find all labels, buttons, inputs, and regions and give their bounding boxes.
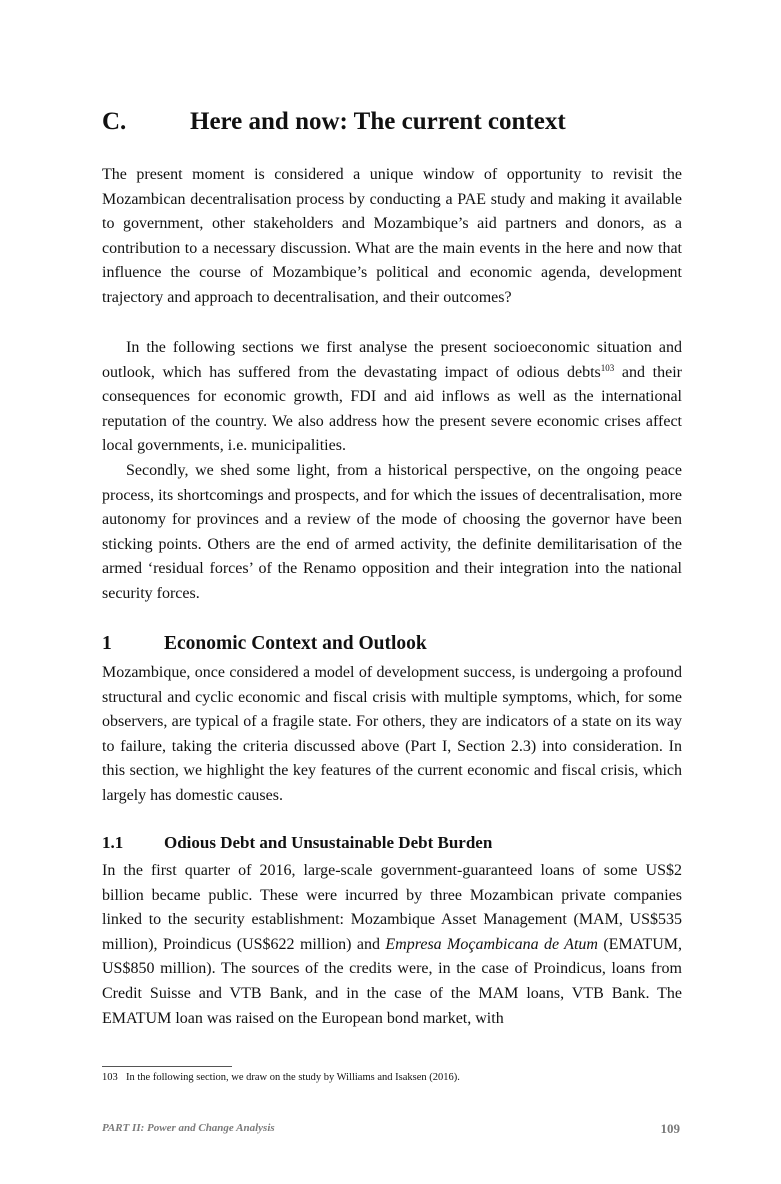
subsection-number: 1 xyxy=(102,633,112,654)
company-name-italic: Empresa Moçambicana de Atum xyxy=(385,935,598,953)
footnote-reference-103[interactable]: 103 xyxy=(600,362,615,373)
running-footer-title: PART II: Power and Change Analysis xyxy=(102,1122,275,1134)
subsection-title: Odious Debt and Unsustainable Debt Burden xyxy=(164,833,493,852)
paragraph-socioeconomic xyxy=(102,336,682,459)
footnote-divider xyxy=(102,1066,232,1067)
paragraph-odious-debt-text-a: In the first quarter of 2016, large-scale government-guaranteed loans of some US$2 billion became public. These were incurred by three Mozambican private companies linked to the security establishment: Mozambique Asset Management (MAM, US$535 million), Proindicus (US$622 million) and xyxy=(102,862,682,953)
section-number: C. xyxy=(102,108,127,135)
section-heading xyxy=(102,108,682,136)
paragraph-peace-process: Secondly, we shed some light, from a historical perspective, on the ongoing peace process, its shortcomings and prospects, and for which the issues of decentralisation, more autonomy for provinces and a review of the mode of choosing the governor have been sticking points. Others are the end of armed activity, the definite demilitarisation of the armed ‘residual forces’ of the Renamo opposition and their integration into the national security forces. xyxy=(102,462,682,602)
paragraph-odious-debt xyxy=(102,859,682,1031)
paragraph-socioeconomic-text-b: and their consequences for economic growth, FDI and aid inflows as well as the international reputation of the country. We also address how the present severe economic crises affect local governments, i.e. municipalities. xyxy=(102,363,683,455)
paragraph-economic-context: Mozambique, once considered a model of development success, is undergoing a profound structural and cyclic economic and fiscal crisis with multiple symptoms, which, for some observers, are typical of a fragile state. For others, they are indicators of a state on its way to failure, taking the criteria discussed above (Part I, Section 2.3) into consideration. In this section, we highlight the key features of the current economic and fiscal crisis, which largely has domestic causes. xyxy=(102,664,682,804)
footnote-number: 103 xyxy=(102,1072,118,1083)
page-number: 109 xyxy=(660,1121,680,1136)
footnote-text: In the following section, we draw on the study by Williams and Isaksen (2016). xyxy=(126,1072,460,1083)
section-title-text: Here and now: The current context xyxy=(190,108,566,135)
subsection-title: Economic Context and Outlook xyxy=(164,633,427,654)
paragraph-intro: The present moment is considered a unique window of opportunity to revisit the Mozambican decentralisation process by conducting a PAE study and making it available to government, other stakeholders and Mozambique’s aid partners and donors, as a contribution to a necessary discussion. What are the main events in the here and now that influence the course of Mozambique’s political and economic agenda, development trajectory and approach to decentralisation, and their outcomes? xyxy=(102,166,682,306)
subsection-heading-economic-context xyxy=(102,633,682,655)
subsection-heading-odious-debt xyxy=(102,833,682,853)
paragraph-odious-debt-text-b: (EMATUM, US$850 million). The sources of the credits were, in the case of Proindicus, loans from Credit Suisse and VTB Bank, and in the case of the MAM loans, VTB Bank. The EMATUM loan was raised on the European bond market, with xyxy=(102,935,683,1027)
footnote-103 xyxy=(102,1072,682,1083)
subsection-number: 1.1 xyxy=(102,833,124,852)
paragraph-socioeconomic-text-a: In the following sections we first analyse the present socioeconomic situation and outlook, which has suffered from the devastating impact of odious debts xyxy=(102,339,682,381)
